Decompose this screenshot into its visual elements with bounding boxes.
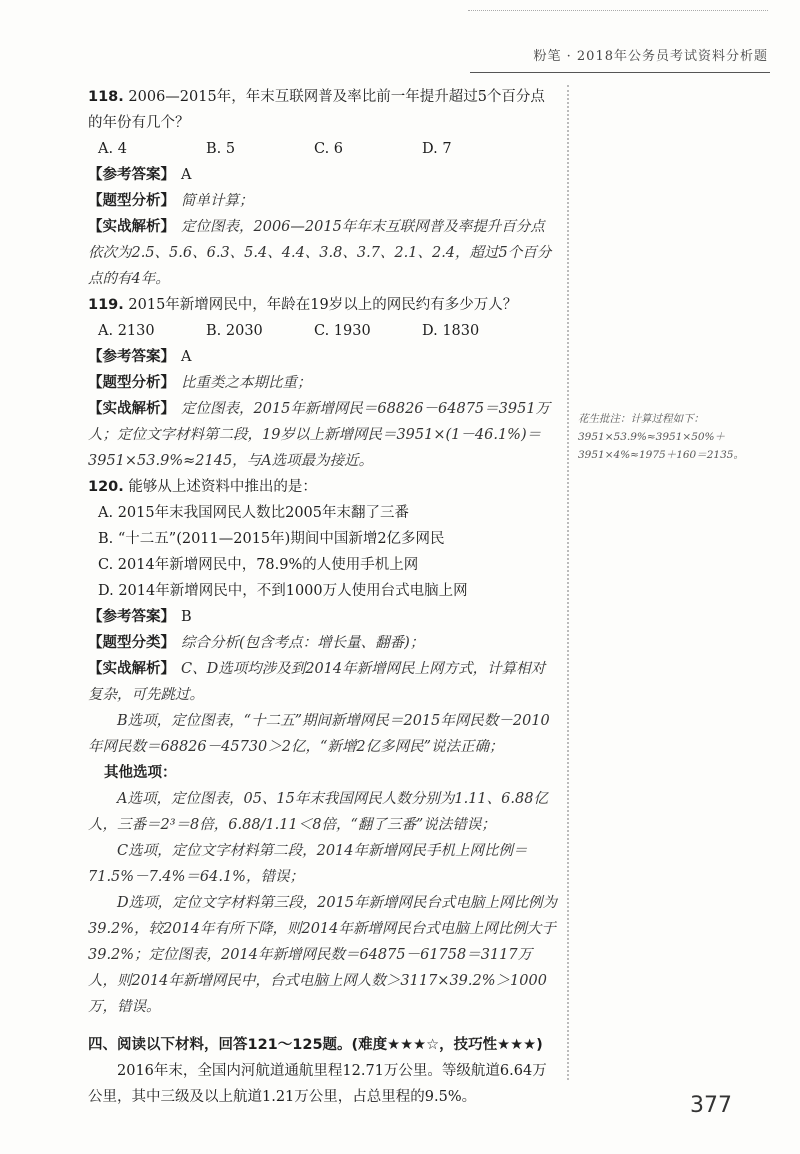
analysis-line	[88, 214, 558, 292]
main-content	[88, 84, 558, 1110]
answer-line	[88, 344, 558, 370]
type-label: 【题型分析】	[88, 375, 175, 391]
answer-value: A	[181, 167, 192, 183]
top-dotted-rule	[468, 10, 768, 11]
type-label: 【题型分类】	[88, 635, 175, 651]
header-rule	[470, 72, 770, 73]
answer-line	[88, 604, 558, 630]
option-c: C. 1930	[314, 323, 371, 339]
spacer	[88, 1020, 558, 1032]
answer-value: B	[181, 609, 192, 625]
section-mid: ，技巧性	[439, 1037, 498, 1053]
question-number: 118.	[88, 89, 124, 105]
option-b: B. 5	[206, 141, 236, 157]
other-options-heading: 其他选项：	[104, 765, 177, 781]
analysis-text: 定位图表，2015年新增网民＝68826－64875＝3951万人；定位文字材料第二段，19岁以上新增网民＝3951×(1－46.1%)＝3951×53.9%≈2145，与A选项最为接近。	[88, 401, 551, 469]
question-stem: 2006—2015年，年末互联网普及率比前一年提升超过5个百分点的年份有几个？	[88, 89, 545, 131]
analysis-text: C、D选项均涉及到2014年新增网民上网方式，计算相对复杂，可先跳过。	[88, 661, 546, 703]
analysis-label: 【实战解析】	[88, 401, 175, 417]
choice-c: C. 2014年新增网民中，78.9%的人使用手机上网	[98, 557, 419, 573]
answer-label: 【参考答案】	[88, 349, 175, 365]
option-d: D. 7	[422, 141, 452, 157]
option-d: D. 1830	[422, 323, 480, 339]
answer-value: A	[181, 349, 192, 365]
c-explanation: C选项，定位文字材料第二段，2014年新增网民手机上网比例＝71.5%－7.4%＝64.1%，错误；	[88, 843, 528, 885]
margin-divider	[567, 85, 569, 1080]
type-value: 简单计算；	[181, 193, 254, 209]
type-value: 比重类之本期比重；	[181, 375, 312, 391]
question-number: 120.	[88, 479, 124, 495]
margin-note: 花生批注：计算过程如下：3951×53.9%≈3951×50%＋3951×4%≈1975＋160＝2135。	[578, 413, 744, 461]
type-label: 【题型分析】	[88, 193, 175, 209]
section-body: 2016年末，全国内河航道通航里程12.71万公里。等级航道6.64万公里，其中三级及以上航道1.21万公里，占总里程的9.5%。	[88, 1063, 547, 1105]
answer-label: 【参考答案】	[88, 609, 175, 625]
analysis-line	[88, 396, 558, 474]
choice-d: D. 2014年新增网民中，不到1000万人使用台式电脑上网	[98, 583, 468, 599]
question-119	[88, 292, 558, 318]
type-line	[88, 370, 558, 396]
d-explanation: D选项，定位文字材料第三段，2015年新增网民台式电脑上网比例为39.2%，较2014年有所下降，则2014年新增网民台式电脑上网比例大于39.2%；定位图表，2014年新增网民数＝64875－61758＝3117万人，则2014年新增网民中，台式电脑上网人数＞3117×39.2%＞1000万，错误。	[88, 895, 558, 1015]
section-title: 四、阅读以下材料，回答121～125题。(难度	[88, 1037, 388, 1053]
options-118	[88, 136, 558, 162]
b-explanation: B选项，定位图表，“十二五”期间新增网民＝2015年网民数－2010年网民数＝68826－45730＞2亿，“新增2亿多网民”说法正确；	[88, 713, 550, 755]
question-120	[88, 474, 558, 500]
option-a: A. 2130	[98, 323, 155, 339]
question-number: 119.	[88, 297, 124, 313]
type-line	[88, 630, 558, 656]
option-c: C. 6	[314, 141, 344, 157]
analysis-text: 定位图表，2006—2015年年末互联网普及率提升百分点依次为2.5、5.6、6.3、5.4、4.4、3.8、3.7、2.1、2.4，超过5个百分点的有4年。	[88, 219, 552, 287]
type-value: 综合分析(包含考点：增长量、翻番)；	[181, 635, 425, 651]
analysis-line	[88, 656, 558, 708]
choice-b: B. “十二五”(2011—2015年)期间中国新增2亿多网民	[98, 531, 445, 547]
options-119	[88, 318, 558, 344]
analysis-label: 【实战解析】	[88, 661, 175, 677]
section-end: )	[536, 1037, 543, 1053]
choice-a: A. 2015年末我国网民人数比2005年末翻了三番	[98, 505, 409, 521]
type-line	[88, 188, 558, 214]
question-stem: 2015年新增网民中，年龄在19岁以上的网民约有多少万人？	[128, 297, 518, 313]
skill-stars: ★★★	[497, 1037, 537, 1053]
answer-label: 【参考答案】	[88, 167, 175, 183]
section-heading	[88, 1032, 558, 1058]
answer-line	[88, 162, 558, 188]
a-explanation: A选项，定位图表，05、15年末我国网民人数分别为1.11、6.88亿人，三番＝2³＝8倍，6.88/1.11＜8倍，“翻了三番”说法错误；	[88, 791, 548, 833]
option-a: A. 4	[98, 141, 127, 157]
analysis-label: 【实战解析】	[88, 219, 175, 235]
question-stem: 能够从上述资料中推出的是：	[128, 479, 317, 495]
option-b: B. 2030	[206, 323, 263, 339]
running-header: 粉笔 · 2018年公务员考试资料分析题	[533, 49, 768, 64]
difficulty-stars: ★★★☆	[387, 1037, 440, 1053]
page-number: 377	[690, 1093, 732, 1118]
question-118	[88, 84, 558, 136]
